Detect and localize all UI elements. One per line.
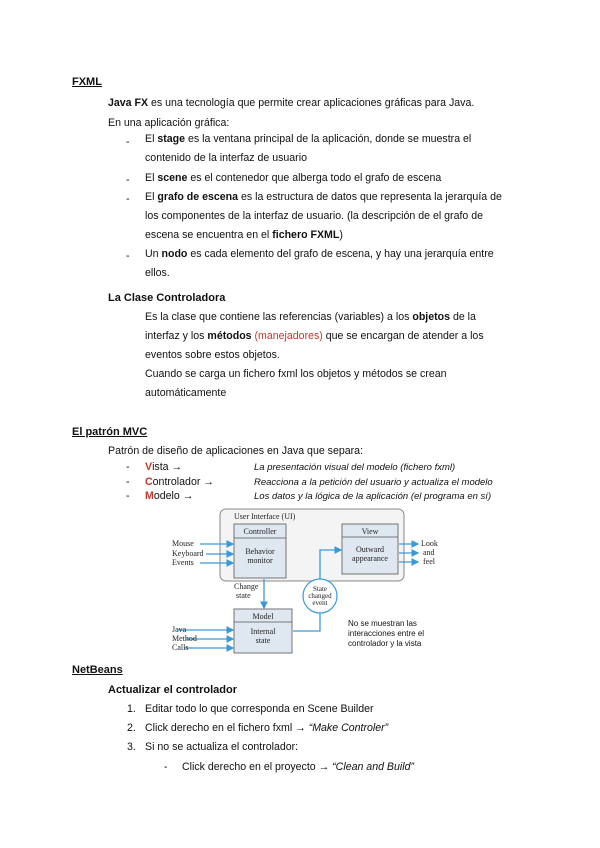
state-changed-3: event bbox=[312, 599, 328, 607]
bullet-nodo: Un nodo es cada elemento del grafo de escena, y hay una jerarquía entre ellos. bbox=[145, 248, 494, 279]
substep-text: Click derecho en el proyecto → “Clean and Build” bbox=[182, 761, 415, 773]
mvc-item-controlador: Controlador → bbox=[145, 476, 214, 488]
step-1-text: Editar todo lo que corresponda en Scene Builder bbox=[145, 703, 374, 715]
fxml-heading: FXML bbox=[72, 76, 102, 88]
step-2-num: 2. bbox=[127, 722, 136, 734]
mvc-heading: El patrón MVC bbox=[72, 426, 148, 438]
output-feel: feel bbox=[423, 557, 435, 566]
bullet-stage: El stage es la ventana principal de la aplicación, donde se muestra el contenido de la interfaz de usuario bbox=[145, 133, 472, 164]
calls-label: Calls bbox=[172, 643, 189, 652]
mvc-desc-vista: La presentación visual del modelo (fichero fxml) bbox=[254, 462, 456, 473]
appearance-label: appearance bbox=[352, 554, 388, 563]
method-label: Method bbox=[172, 634, 197, 643]
netbeans-heading: NetBeans bbox=[72, 664, 123, 676]
mvc-item-modelo: Modelo → bbox=[145, 490, 194, 502]
ui-label: User Interface (UI) bbox=[234, 512, 296, 521]
input-events: Events bbox=[172, 558, 194, 567]
monitor-label: monitor bbox=[247, 556, 273, 565]
netbeans-sub: Actualizar el controlador bbox=[108, 684, 237, 696]
state-changed-1: State bbox=[313, 585, 327, 593]
bullet-scene: El scene es el contenedor que alberga todo el grafo de escena bbox=[145, 172, 442, 184]
state-changed-2: changed bbox=[308, 592, 332, 600]
java-label: Java bbox=[172, 625, 187, 634]
mvc-item-vista: Vista → bbox=[145, 461, 183, 473]
outward-label: Outward bbox=[356, 545, 384, 554]
behavior-label: Behavior bbox=[245, 547, 275, 556]
controller-text: Es la clase que contiene las referencias (variables) a los objetos de la interfaz y los métodos (manejadores) que se encargan de atender a los eventos sobre estos objetos. Cuando se carga un fichero fxml los objetos y métodos se crean automáticamente bbox=[145, 311, 484, 399]
input-mouse: Mouse bbox=[172, 539, 194, 548]
controller-heading: La Clase Controladora bbox=[108, 292, 226, 304]
fxml-intro2: En una aplicación gráfica: bbox=[108, 117, 230, 129]
bullet-grafo: El grafo de escena es la estructura de datos que representa la jerarquía de los componentes de la interfaz de usuario. (la descripción de el grafo de escena se encuentra en el fichero FXML) bbox=[145, 191, 502, 241]
input-keyboard: Keyboard bbox=[172, 549, 204, 558]
mvc-diagram bbox=[168, 506, 440, 658]
step-3-text: Si no se actualiza el controlador: bbox=[145, 741, 299, 753]
model-label: Model bbox=[252, 612, 274, 621]
output-look: Look bbox=[421, 539, 438, 548]
controller-label: Controller bbox=[243, 527, 277, 536]
mvc-intro: Patrón de diseño de aplicaciones en Java que separa: bbox=[108, 445, 364, 457]
output-and: and bbox=[423, 548, 435, 557]
fxml-intro: Java FX es una tecnología que permite crear aplicaciones gráficas para Java. bbox=[108, 97, 475, 109]
state-label: state bbox=[236, 591, 251, 600]
internal-label: Internal bbox=[250, 627, 276, 636]
mvc-desc-modelo: Los datos y la lógica de la aplicación (el programa en sí) bbox=[254, 491, 492, 502]
mvc-desc-controlador: Reacciona a la petición del usuario y actualiza el modelo bbox=[254, 477, 493, 488]
step-2-text: Click derecho en el fichero fxml → “Make Controler” bbox=[145, 722, 389, 734]
internal-state-label: state bbox=[255, 636, 271, 645]
change-label: Change bbox=[234, 582, 259, 591]
step-1-num: 1. bbox=[127, 703, 136, 715]
view-label: View bbox=[361, 527, 379, 536]
diagram-note: No se muestran las interacciones entre el controlador y la vista bbox=[348, 619, 425, 648]
step-3-num: 3. bbox=[127, 741, 136, 753]
